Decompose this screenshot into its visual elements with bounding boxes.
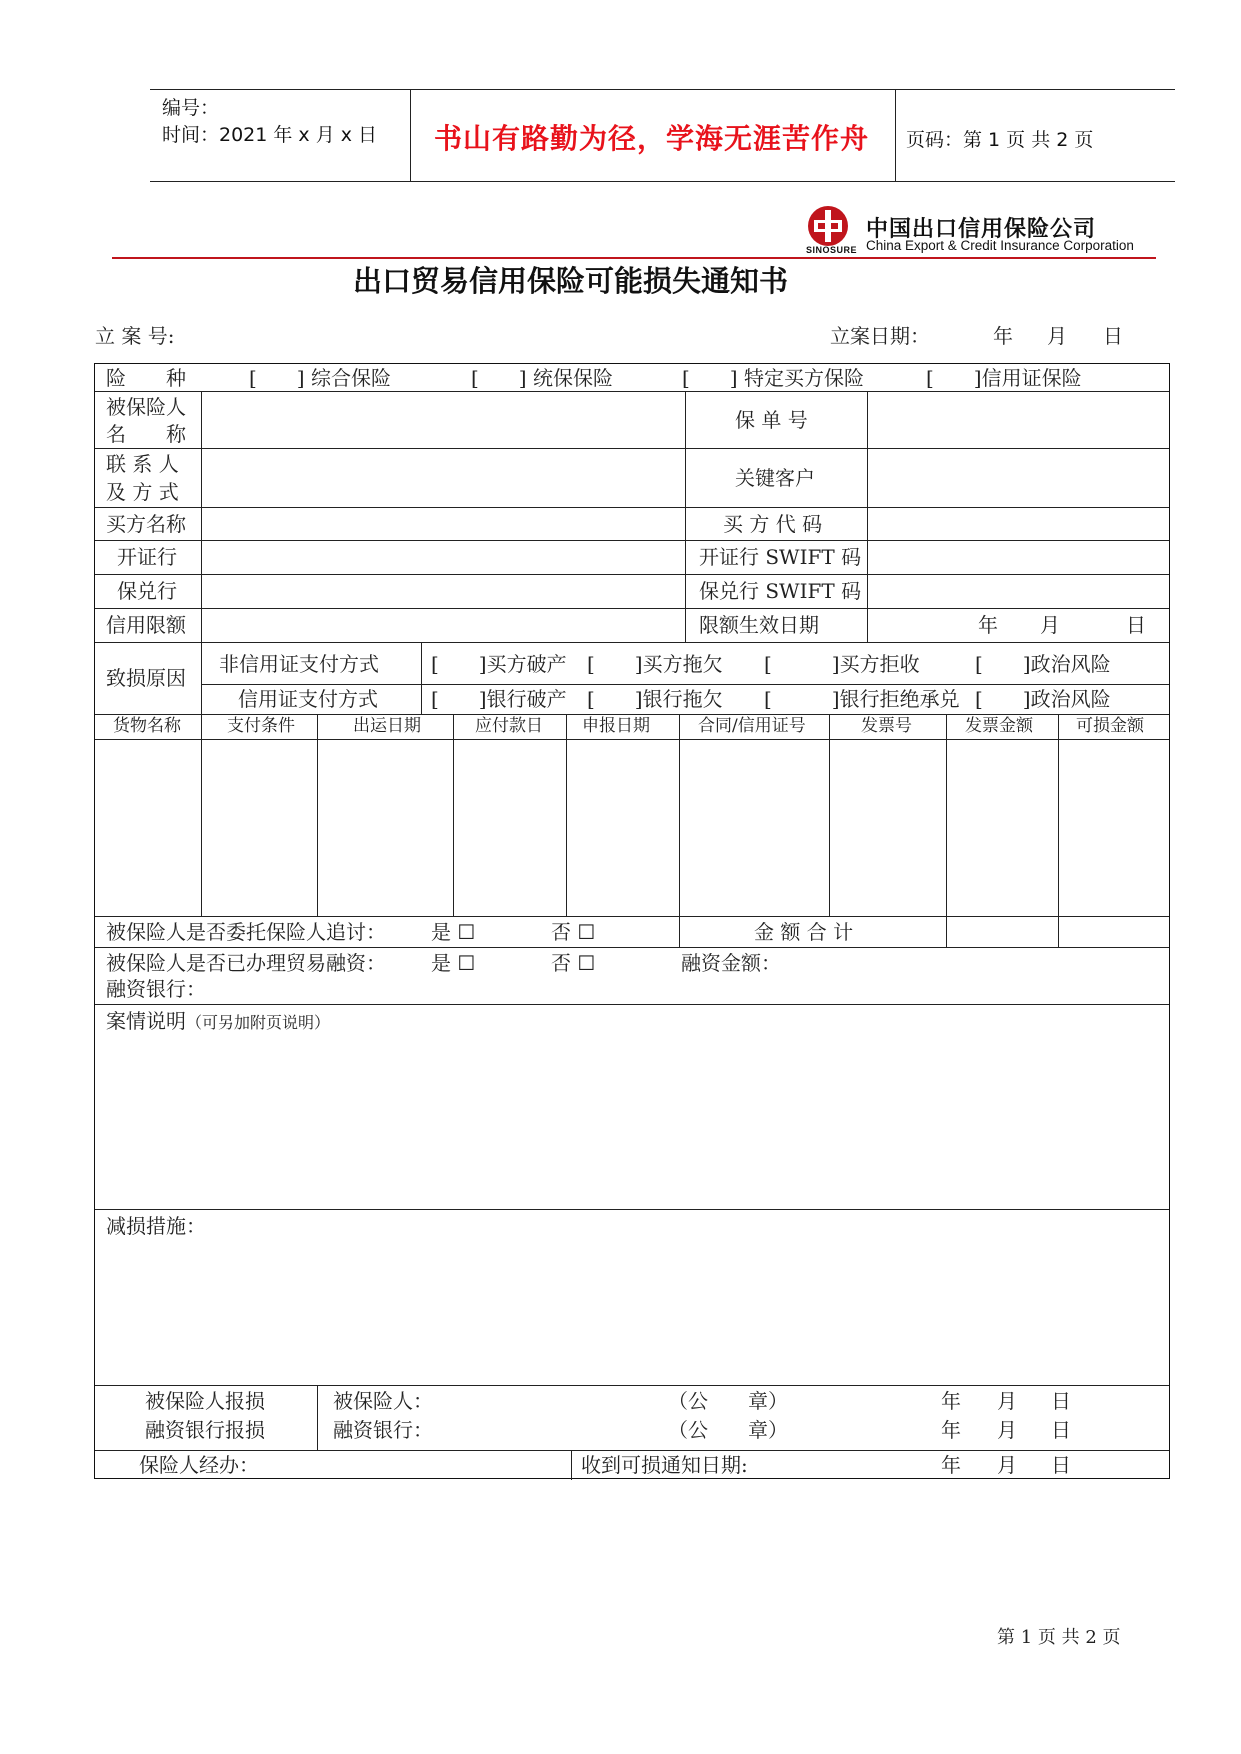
received-year: 年 (941, 1453, 961, 1477)
goods-col-declare-date: 申报日期 (582, 716, 650, 736)
lc-bank-default[interactable]: [ ]银行拖欠 (587, 687, 723, 711)
goods-table-body[interactable] (95, 741, 1169, 915)
limit-date-year: 年 (978, 613, 998, 637)
lc-political-risk[interactable]: [ ]政治风险 (975, 687, 1111, 711)
issuing-swift-label: 开证行 SWIFT 码 (699, 545, 862, 569)
total-invoice-amount-field[interactable] (948, 918, 1057, 946)
confirming-bank-label: 保兑行 (117, 579, 177, 603)
insurance-option-lc[interactable]: [ ]信用证保险 (926, 366, 1082, 390)
case-no-label: 立 案 号: (95, 324, 175, 348)
bank-report-label: 融资银行报损 (145, 1418, 265, 1442)
buyer-code-field[interactable] (869, 509, 1167, 539)
policy-no-field[interactable] (869, 393, 1167, 446)
received-date-label: 收到可损通知日期: (581, 1453, 748, 1477)
limit-effective-label: 限额生效日期 (699, 613, 819, 637)
finance-bank-label: 融资银行： (106, 977, 206, 1001)
header-divider (410, 89, 411, 181)
loss-cause-label: 致损原因 (106, 666, 186, 690)
buyer-name-field[interactable] (203, 509, 683, 539)
non-lc-political-risk[interactable]: [ ]政治风险 (975, 652, 1111, 676)
insured-name-field[interactable] (203, 393, 683, 446)
confirming-swift-label: 保兑行 SWIFT 码 (699, 579, 862, 603)
number-label: 编号： (162, 97, 220, 119)
confirming-bank-field[interactable] (203, 576, 683, 607)
received-day: 日 (1051, 1453, 1071, 1477)
goods-col-name: 货物名称 (113, 716, 181, 736)
case-date-label: 立案日期： (830, 324, 930, 348)
trade-finance-yes[interactable]: 是 ☐ (431, 951, 476, 975)
bank-sign-day: 日 (1051, 1418, 1071, 1442)
lc-label: 信用证支付方式 (238, 687, 378, 711)
trade-finance-label: 被保险人是否已办理贸易融资： (106, 951, 386, 975)
goods-col-invoice-no: 发票号 (861, 716, 912, 736)
case-date-month: 月 (1047, 324, 1067, 348)
logo-brand: SINOSURE (806, 245, 858, 255)
contact-label: 联 系 人 (106, 452, 179, 476)
mitigation-label: 减损措施： (106, 1214, 206, 1238)
lc-bank-bankrupt[interactable]: [ ]银行破产 (431, 687, 567, 711)
issuing-bank-field[interactable] (203, 542, 683, 573)
delegate-recovery-label: 被保险人是否委托保险人追讨： (106, 920, 386, 944)
contact-field[interactable] (203, 450, 683, 505)
goods-col-due-date: 应付款日 (475, 716, 543, 736)
case-desc-label: 案情说明（可另加附页说明） (106, 1009, 331, 1033)
insurer-handler-label: 保险人经办： (139, 1453, 259, 1477)
insured-name-label: 被保险人 (106, 395, 186, 419)
goods-col-payment: 支付条件 (227, 716, 295, 736)
time-label: 时间：2021 年 x 月 x 日 (162, 124, 378, 146)
limit-date-day: 日 (1126, 613, 1146, 637)
insured-name-label-2: 名 称 (106, 422, 186, 446)
header-top-rule (150, 89, 1175, 90)
key-client-field[interactable] (869, 450, 1167, 505)
bank-sign-year: 年 (941, 1418, 961, 1442)
page-footer: 第 1 页 共 2 页 (997, 1627, 1121, 1648)
delegate-recovery-yes[interactable]: 是 ☐ (431, 920, 476, 944)
non-lc-buyer-default[interactable]: [ ]买方拖欠 (587, 652, 723, 676)
received-month: 月 (997, 1453, 1017, 1477)
page-info: 页码：第 1 页 共 2 页 (906, 129, 1094, 151)
confirming-swift-field[interactable] (869, 576, 1167, 607)
insurance-option-whole-turnover[interactable]: [ ] 统保保险 (471, 366, 613, 390)
limit-date-month: 月 (1040, 613, 1060, 637)
case-date-year: 年 (993, 324, 1013, 348)
insured-report-label: 被保险人报损 (145, 1389, 265, 1413)
bank-sign-label: 融资银行： (333, 1418, 433, 1442)
insured-seal-label: （公 章） (668, 1389, 788, 1413)
policy-no-label: 保 单 号 (735, 408, 808, 432)
total-loss-amount-field[interactable] (1060, 918, 1167, 946)
total-label: 金 额 合 计 (754, 920, 854, 944)
contact-label-2: 及 方 式 (106, 480, 179, 504)
insurance-type-label: 险 种 (106, 366, 186, 390)
case-date-day: 日 (1103, 324, 1123, 348)
credit-limit-label: 信用限额 (106, 613, 186, 637)
motto: 书山有路勤为径，学海无涯苦作舟 (434, 122, 870, 155)
bank-sign-month: 月 (997, 1418, 1017, 1442)
key-client-label: 关键客户 (735, 466, 815, 490)
non-lc-buyer-reject[interactable]: [ ]买方拒收 (764, 652, 920, 676)
goods-col-contract-no: 合同/信用证号 (698, 716, 806, 736)
non-lc-label: 非信用证支付方式 (219, 652, 379, 676)
header-divider (895, 89, 896, 181)
insured-sign-year: 年 (941, 1389, 961, 1413)
logo-name-cn: 中国出口信用保险公司 (866, 217, 1097, 242)
insured-sign-day: 日 (1051, 1389, 1071, 1413)
non-lc-buyer-bankrupt[interactable]: [ ]买方破产 (431, 652, 567, 676)
insured-sign-month: 月 (997, 1389, 1017, 1413)
bank-seal-label: （公 章） (668, 1418, 788, 1442)
loss-notice-form (94, 363, 1170, 1479)
insurance-option-comprehensive[interactable]: [ ] 综合保险 (249, 366, 391, 390)
goods-col-invoice-amount: 发票金额 (965, 716, 1033, 736)
buyer-code-label: 买 方 代 码 (723, 512, 823, 536)
insurance-option-specific-buyer[interactable]: [ ] 特定买方保险 (682, 366, 864, 390)
credit-limit-field[interactable] (203, 610, 683, 641)
header-bottom-rule (150, 181, 1175, 182)
goods-col-ship-date: 出运日期 (353, 716, 421, 736)
issuing-bank-label: 开证行 (117, 545, 177, 569)
delegate-recovery-no[interactable]: 否 ☐ (551, 920, 596, 944)
case-desc-field[interactable] (95, 1036, 1169, 1208)
logo-name-en: China Export & Credit Insurance Corporation (866, 238, 1134, 253)
page-title: 出口贸易信用保险可能损失通知书 (353, 264, 789, 298)
case-desc-note: （可另加附页说明） (186, 1013, 331, 1032)
issuing-swift-field[interactable] (869, 542, 1167, 573)
goods-col-loss-amount: 可损金额 (1076, 716, 1144, 736)
buyer-name-label: 买方名称 (106, 512, 186, 536)
mitigation-field[interactable] (95, 1242, 1169, 1384)
lc-bank-refuse[interactable]: [ ]银行拒绝承兑 (764, 687, 960, 711)
trade-finance-no[interactable]: 否 ☐ (551, 951, 596, 975)
insured-sign-label: 被保险人： (333, 1389, 433, 1413)
finance-amount-label: 融资金额： (681, 951, 781, 975)
